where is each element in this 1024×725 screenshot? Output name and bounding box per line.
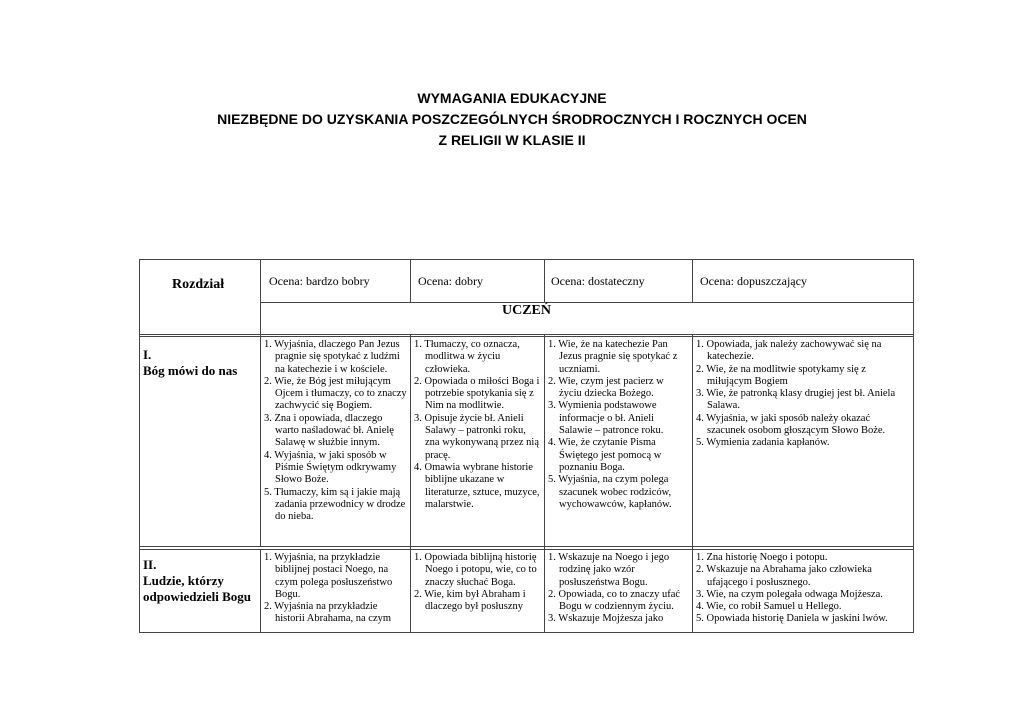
requirement-item: 2. Wyjaśnia na przykładzie historii Abrahama, na czym	[264, 601, 392, 625]
requirements-table	[139, 259, 914, 633]
requirement-item: 1. Wskazuje na Noego i jego rodzinę jako wzór posłuszeństwa Bogu.	[548, 552, 670, 588]
requirement-item: 1. Wyjaśnia, dlaczego Pan Jezus pragnie się spotykać z ludźmi na katechezie i w kościele.	[264, 339, 400, 375]
student-header: UCZEŃ	[501, 303, 551, 318]
requirement-item: 1. Zna historię Noego i potopu.	[696, 552, 828, 563]
requirement-item: 4. Wyjaśnia, w jaki sposób należy okazać szacunek osobom głoszącym Słowo Boże.	[696, 412, 886, 437]
requirement-item: 3. Wskazuje Mojżesza jako	[548, 613, 664, 625]
requirement-item: 2. Opowiada o miłości Boga i potrzebie spotykania się z Nim na modlitwie.	[414, 375, 540, 412]
requirement-item: 2. Wie, czym jest pacierz w życiu dziecka Bożego.	[548, 375, 664, 400]
requirement-item: 2. Wie, kim był Abraham i dlaczego był posłuszny	[414, 588, 526, 613]
requirements-cell	[264, 339, 408, 544]
row-divider	[140, 334, 913, 335]
requirement-item: 3. Wie, na czym polegała odwaga Mojżesza.	[696, 588, 883, 600]
requirements-cell	[696, 339, 910, 544]
requirement-item: 2. Wie, że na modlitwie spotykamy się z miłującym Bogiem	[696, 363, 866, 387]
requirement-item: 5. Wymienia zadania kapłanów.	[696, 437, 830, 449]
requirement-item: 4. Omawia wybrane historie biblijne ukazane w literaturze, sztuce, muzyce, malarstwie.	[414, 461, 540, 510]
requirement-item: 3. Wie, że patronką klasy drugiej jest bł. Aniela Salawa.	[696, 388, 896, 412]
column-divider	[260, 549, 261, 632]
chapter-title: Ludzie, którzy odpowiedzieli Bogu	[143, 573, 251, 604]
row-divider	[140, 549, 913, 550]
chapter-cell	[143, 557, 259, 605]
column-divider	[410, 260, 411, 302]
grade-header-good: Ocena: dobry	[418, 274, 483, 288]
requirement-item: 2. Wskazuje na Abrahama jako człowieka ufającego i posłusznego.	[696, 564, 872, 588]
grade-header-sufficient: Ocena: dopuszczający	[700, 274, 807, 288]
requirement-item: 1. Wie, że na katechezie Pan Jezus pragnie się spotykać z uczniami.	[548, 339, 678, 375]
requirement-item: 3. Zna i opowiada, dlaczego warto naśladować bł. Anielę Salawę w służbie innym.	[264, 412, 394, 449]
requirement-item: 4. Wyjaśnia, w jaki sposób w Piśmie Świętym odkrywamy Słowo Boże.	[264, 449, 397, 486]
requirement-item: 1. Tłumaczy, co oznacza, modlitwa w życiu człowieka.	[414, 339, 520, 375]
requirement-item: 5. Opowiada historię Daniela w jaskini lwów.	[696, 613, 888, 625]
requirement-item: 2. Opowiada, co to znaczy ufać Bogu w codziennym życiu.	[548, 588, 681, 613]
requirements-cell	[548, 552, 689, 631]
column-divider	[692, 334, 693, 632]
grade-header-satisfactory: Ocena: dostateczny	[551, 274, 645, 288]
chapter-number: II.	[143, 557, 157, 572]
requirements-cell	[414, 339, 541, 544]
column-divider	[410, 334, 411, 632]
requirements-cell	[264, 552, 408, 631]
chapter-cell	[143, 347, 257, 379]
requirement-item: 3. Wymienia podstawowe informacje o bł. Anieli Salawie – patronce roku.	[548, 400, 664, 437]
requirement-item: 1. Opowiada, jak należy zachowywać się na katechezie.	[696, 339, 882, 363]
column-divider	[260, 260, 261, 302]
column-divider	[544, 260, 545, 302]
document-title-line-1: WYMAGANIA EDUKACYJNE	[417, 90, 607, 106]
document-title-line-2: NIEZBĘDNE DO UZYSKANIA POSZCZEGÓLNYCH ŚRODROCZNYCH I ROCZNYCH OCEN	[217, 111, 807, 127]
requirement-item: 2. Wie, że Bóg jest miłującym Ojcem i tłumaczy, co to znaczy zachwycić się Bogiem.	[264, 375, 407, 412]
requirement-item: 1. Wyjaśnia, na przykładzie biblijnej postaci Noego, na czym polega posłuszeństwo Bogu.	[264, 552, 393, 600]
column-divider	[544, 334, 545, 632]
document-title-line-3: Z RELIGII W KLASIE II	[438, 132, 586, 148]
chapter-header: Rozdział	[172, 277, 225, 292]
grade-header-very-good: Ocena: bardzo bobry	[269, 274, 370, 288]
requirements-cell	[548, 339, 689, 544]
requirement-item: 4. Wie, że czytanie Pisma Świętego jest pomocą w poznaniu Boga.	[548, 437, 662, 473]
requirement-item: 4. Wie, co robił Samuel u Hellego.	[696, 601, 842, 613]
requirements-cell	[414, 552, 541, 631]
row-divider	[140, 336, 913, 337]
row-divider	[140, 546, 913, 547]
requirement-item: 3. Opisuje życie bł. Anieli Salawy – patronki roku, zna wykonywaną przez nią pracę.	[414, 412, 539, 461]
chapter-title: Bóg mówi do nas	[143, 363, 238, 378]
column-divider	[692, 260, 693, 302]
requirement-item: 1. Opowiada biblijną historię Noego i potopu, wie, co to znaczy słuchać Boga.	[414, 552, 537, 588]
requirement-item: 5. Wyjaśnia, na czym polega szacunek wobec rodziców, wychowawców, kapłanów.	[548, 474, 672, 510]
chapter-number: I.	[143, 347, 152, 362]
requirement-item: 5. Tłumaczy, kim są i jakie mają zadania przewodnicy w drodze do nieba.	[264, 486, 406, 523]
requirements-cell	[696, 552, 910, 631]
